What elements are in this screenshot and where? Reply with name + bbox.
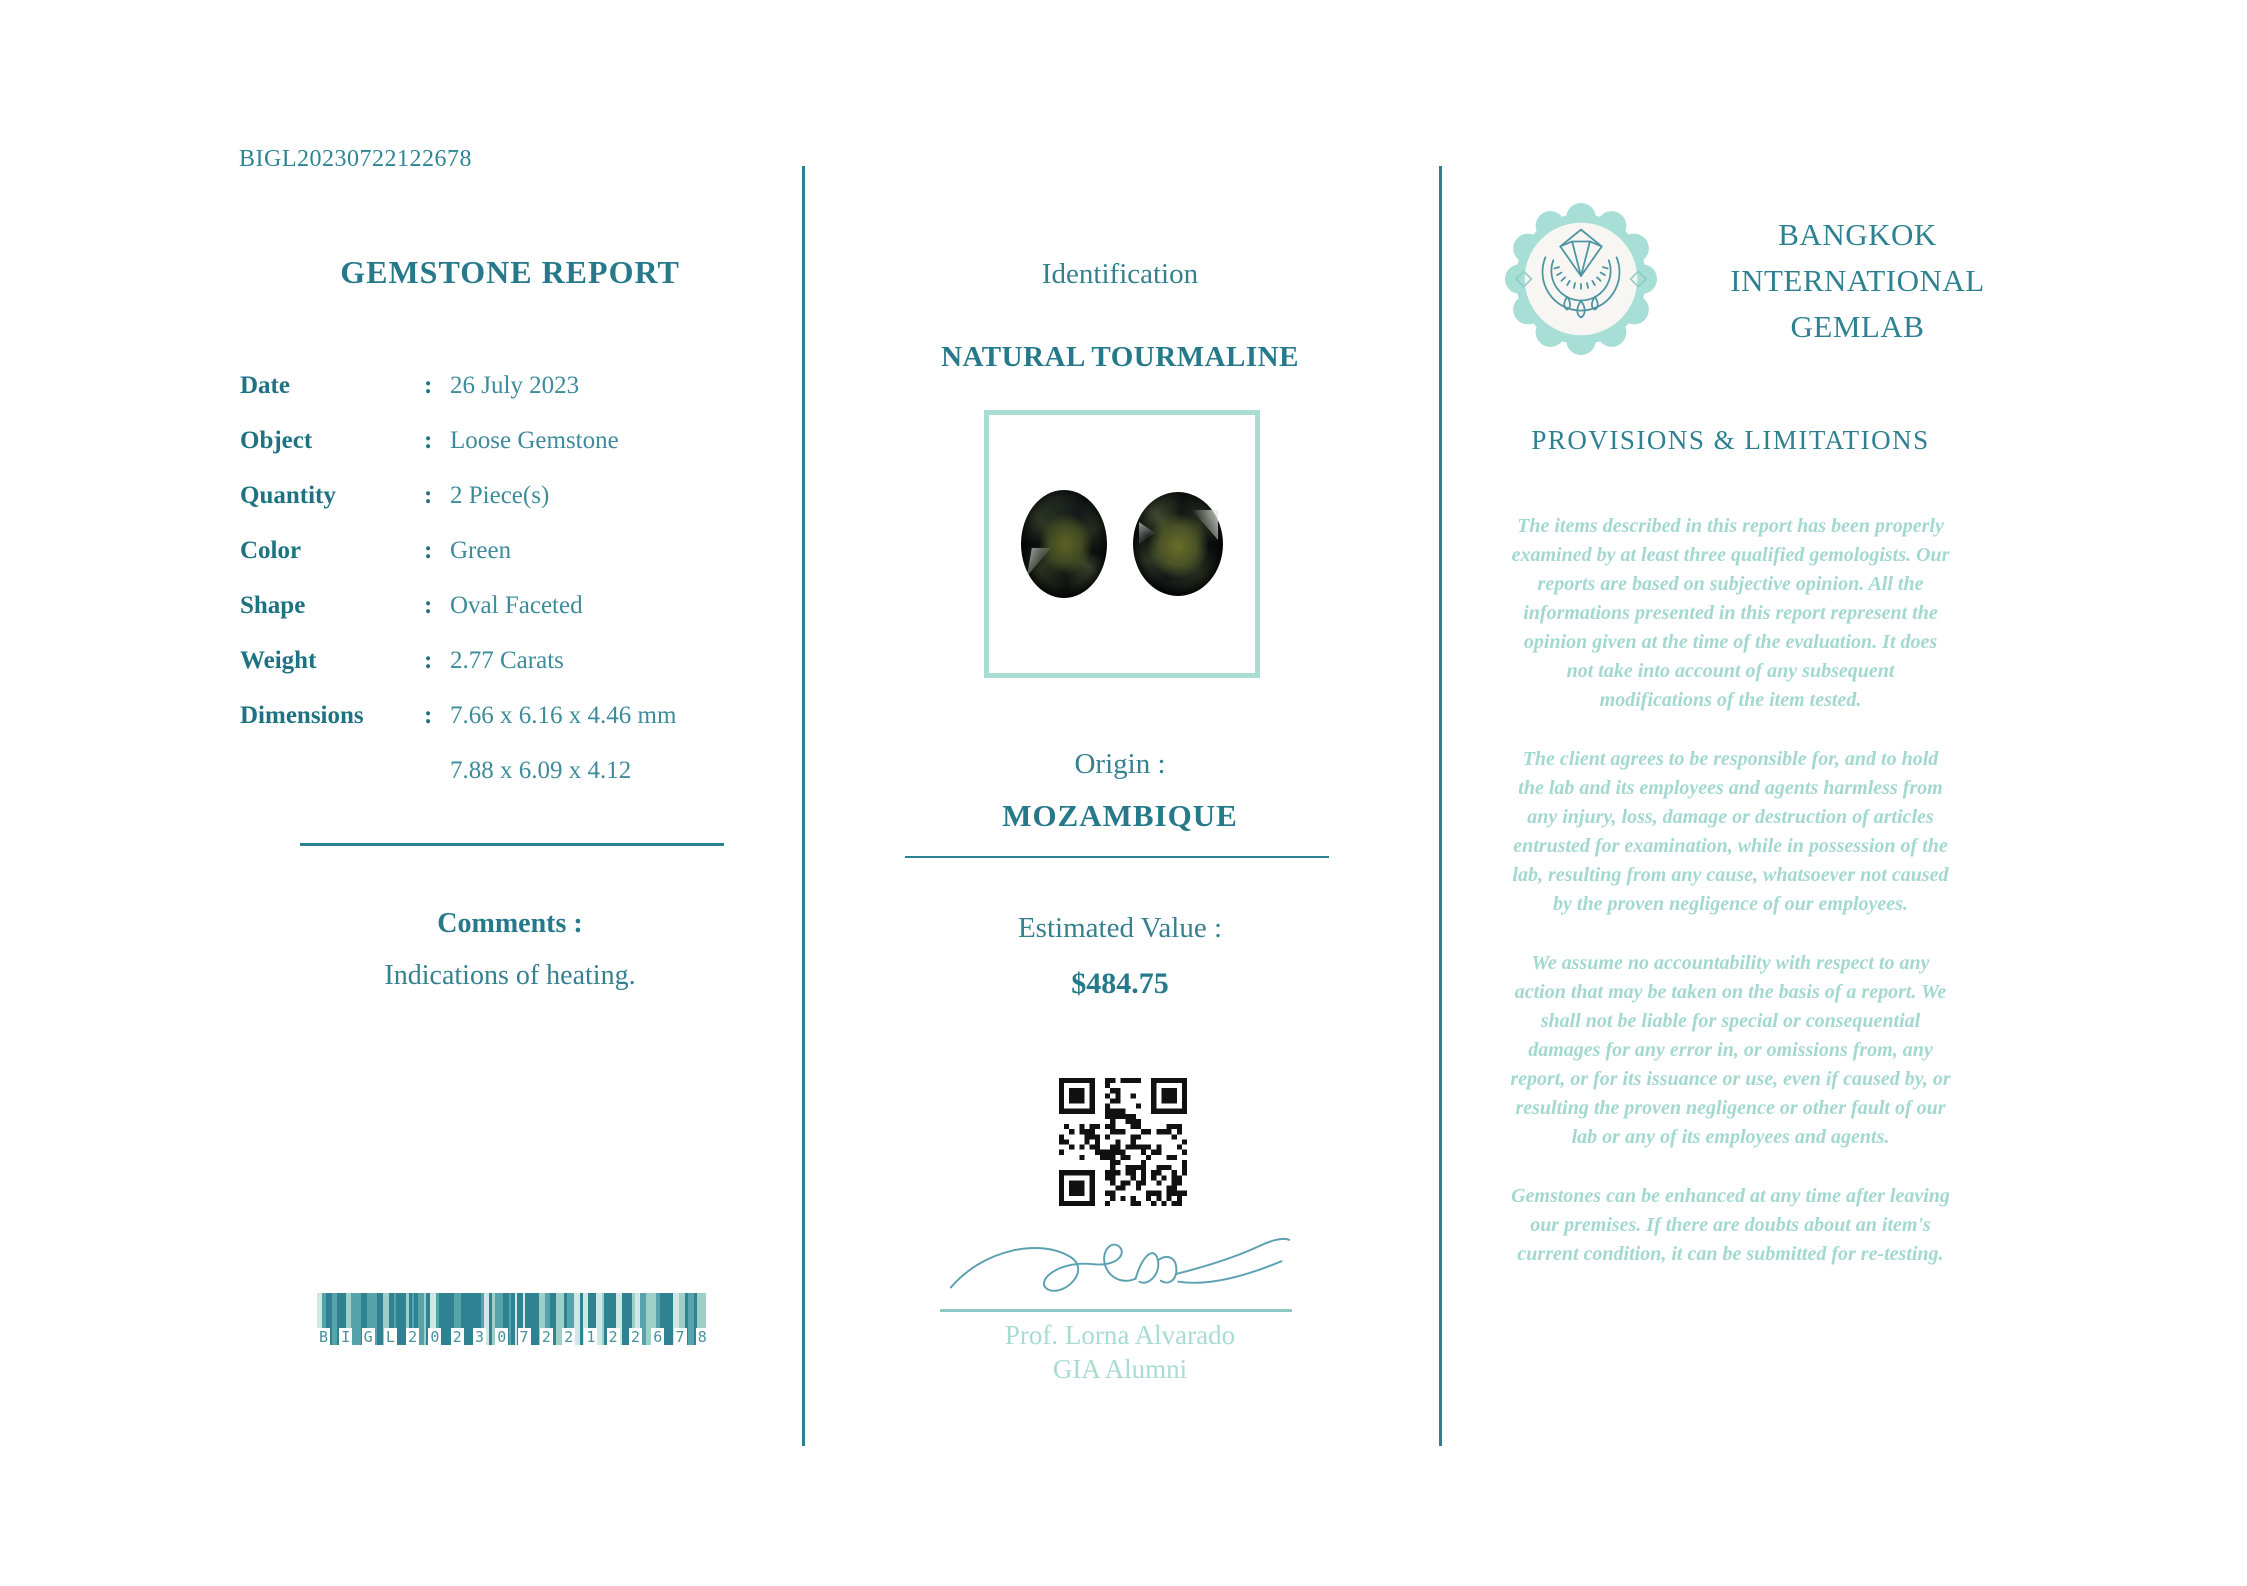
section-divider: [300, 843, 724, 846]
field-value-dimensions-line2: 7.88 x 6.09 x 4.12: [450, 757, 632, 784]
report-title: GEMSTONE REPORT: [340, 254, 680, 290]
comments-text: Indications of heating.: [384, 960, 636, 991]
field-value: 7.66 x 6.16 x 4.46 mm: [450, 702, 677, 729]
signature-icon: [945, 1230, 1295, 1310]
field-colon: :: [424, 592, 433, 619]
field-value: Oval Faceted: [450, 592, 583, 619]
table-row: [240, 647, 780, 702]
lab-seal-icon: [1502, 200, 1660, 358]
lab-name-line: INTERNATIONAL: [1730, 263, 1985, 298]
field-colon: :: [424, 482, 433, 509]
table-row: [240, 592, 780, 647]
table-row: [240, 537, 780, 592]
field-value: Loose Gemstone: [450, 427, 619, 454]
table-row: [240, 482, 780, 537]
field-label: Date: [240, 372, 290, 399]
lab-name-line: GEMLAB: [1790, 309, 1925, 344]
provisions-text: [1508, 512, 1953, 1299]
signature-line: [940, 1309, 1292, 1312]
field-label: Shape: [240, 592, 306, 619]
provisions-paragraph: The client agrees to be responsible for, and to hold the lab and its employees and agents harmless from any injury, loss, damage or destruction of articles entrusted for examination, while in possession of the lab, resulting from any cause, whatsoever not caused by the proven negligence of our employees.: [1512, 748, 1949, 915]
qr-code-icon: [1059, 1078, 1187, 1206]
field-value: 26 July 2023: [450, 372, 580, 399]
field-label: Quantity: [240, 482, 336, 509]
barcode: [317, 1293, 709, 1346]
gemstone-left: [1021, 490, 1107, 598]
gem-name: NATURAL TOURMALINE: [941, 341, 1299, 373]
barcode-text: B I G L 2 0 2 3 0 7 2 2 1 2 2 6 7 8: [319, 1328, 707, 1346]
field-colon: :: [424, 372, 433, 399]
field-colon: :: [424, 427, 433, 454]
table-row: [240, 757, 780, 812]
comments-heading: Comments :: [437, 908, 583, 939]
field-label: Color: [240, 537, 302, 564]
field-label: Object: [240, 427, 313, 454]
field-colon: :: [424, 537, 433, 564]
gemstone-photo: [984, 410, 1260, 678]
field-value: 2.77 Carats: [450, 647, 564, 674]
field-label: Dimensions: [240, 702, 364, 729]
origin-heading: Origin :: [1074, 748, 1166, 780]
field-value: 2 Piece(s): [450, 482, 550, 509]
column-divider-left: [802, 166, 805, 1446]
column-divider-right: [1439, 166, 1442, 1446]
provisions-heading: PROVISIONS & LIMITATIONS: [1531, 425, 1930, 455]
field-colon: :: [424, 647, 433, 674]
field-label: Weight: [240, 647, 317, 674]
identification-heading: Identification: [1041, 258, 1199, 290]
section-divider: [905, 856, 1329, 858]
provisions-paragraph: Gemstones can be enhanced at any time after leaving our premises. If there are doubts about an item's current condition, it can be submitted for re-testing.: [1511, 1185, 1950, 1265]
field-value: Green: [450, 537, 512, 564]
estimated-value: $484.75: [1071, 967, 1169, 1000]
table-row: [240, 702, 780, 757]
signer-name: Prof. Lorna Alvarado: [1004, 1320, 1236, 1350]
table-row: [240, 372, 780, 427]
provisions-paragraph: The items described in this report has been properly examined by at least three qualified gemologists. Our reports are based on subjective opinion. All the informations presented in this report represent the opinion given at the time of the evaluation. It does not take into account of any subsequent modifications of the item tested.: [1511, 515, 1950, 711]
field-colon: :: [424, 702, 433, 729]
origin-value: MOZAMBIQUE: [1002, 798, 1238, 833]
signer-credential: GIA Alumni: [1052, 1354, 1188, 1384]
table-row: [240, 427, 780, 482]
report-number: BIGL20230722122678: [239, 146, 472, 172]
gem-details-table: [240, 372, 780, 812]
provisions-paragraph: We assume no accountability with respect to any action that may be taken on the basis of a report. We shall not be liable for special or consequential damages for any error in, or omissions from, any report, or for its issuance or use, even if caused by, or resulting the proven negligence or other fault of our lab or any of its employees and agents.: [1510, 952, 1951, 1148]
gemstone-right: [1133, 492, 1223, 596]
lab-name: [1700, 212, 2015, 350]
estimated-value-heading: Estimated Value :: [1017, 912, 1223, 944]
lab-name-line: BANGKOK: [1778, 217, 1937, 252]
